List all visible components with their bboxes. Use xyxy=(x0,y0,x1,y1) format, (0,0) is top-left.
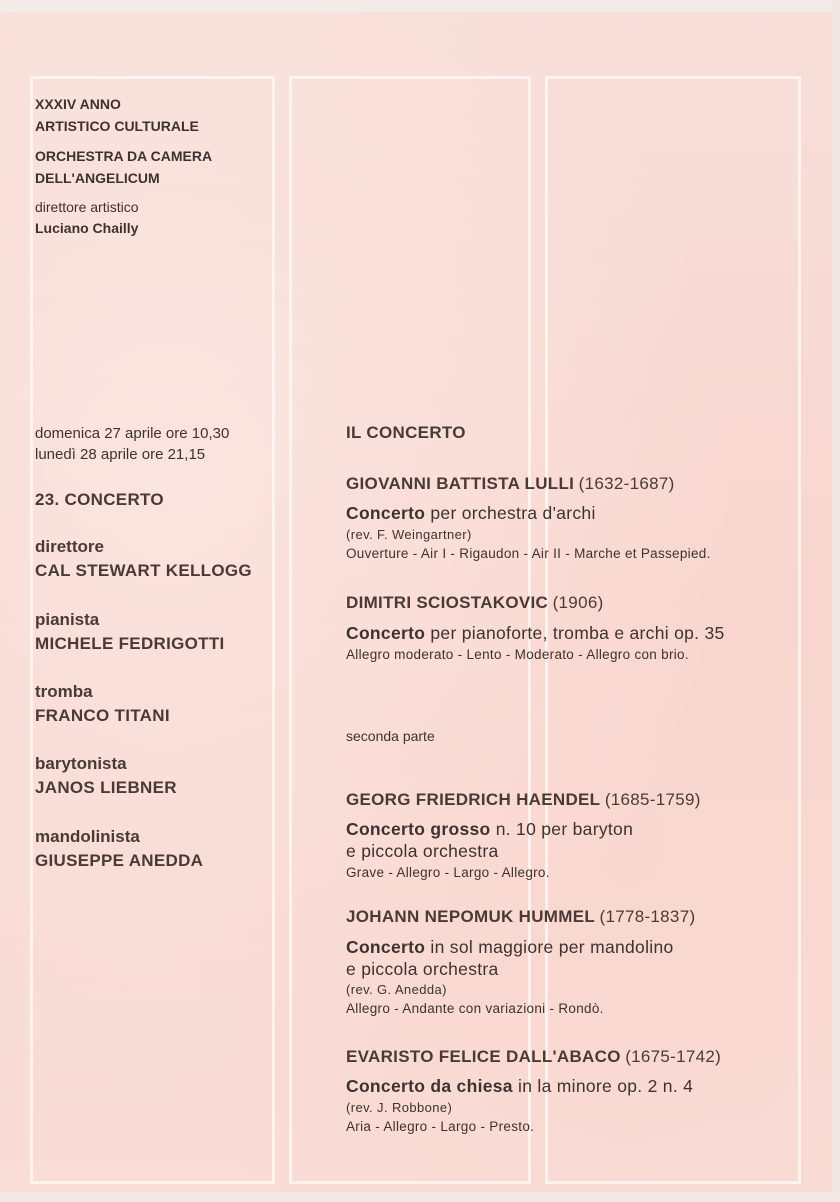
artistic-director-label: direttore artistico xyxy=(35,199,139,215)
composer-years: (1906) xyxy=(552,593,604,612)
work-revision: (rev. J. Robbone) xyxy=(346,1100,453,1115)
date-sunday: domenica 27 aprile ore 10,30 xyxy=(35,425,230,442)
piece-sciostakovic xyxy=(346,592,725,664)
composer-years: (1632-1687) xyxy=(578,474,675,493)
composer-years: (1778-1837) xyxy=(599,907,696,926)
performer-trumpet xyxy=(35,680,170,728)
paper-bottom-edge xyxy=(0,1192,840,1202)
orchestra-name-1: ORCHESTRA DA CAMERA xyxy=(35,148,213,164)
piece-haendel xyxy=(346,789,701,882)
performer-role: tromba xyxy=(35,682,93,701)
work-title: Concerto da chiesa xyxy=(346,1076,513,1096)
performer-name: GIUSEPPE ANEDDA xyxy=(35,851,204,870)
work-description: in sol maggiore per mandolino xyxy=(425,937,674,957)
composer-name: JOHANN NEPOMUK HUMMEL xyxy=(346,907,596,926)
work-movements: Grave - Allegro - Largo - Allegro. xyxy=(346,865,550,880)
performer-role: mandolinista xyxy=(35,827,140,846)
work-revision: (rev. F. Weingartner) xyxy=(346,527,472,542)
composer-name: DIMITRI SCIOSTAKOVIC xyxy=(346,593,549,612)
performer-role: barytonista xyxy=(35,754,127,773)
paper-right-edge xyxy=(832,0,840,1202)
performer-name: CAL STEWART KELLOGG xyxy=(35,561,252,580)
work-description-line2: e piccola orchestra xyxy=(346,959,499,979)
performer-name: JANOS LIEBNER xyxy=(35,778,177,797)
work-description-line2: e piccola orchestra xyxy=(346,841,499,861)
paper-top-edge xyxy=(0,0,840,12)
performer-baryton xyxy=(35,752,177,800)
work-revision: (rev. G. Anedda) xyxy=(346,982,447,997)
work-movements: Allegro moderato - Lento - Moderato - Allegro con brio. xyxy=(346,647,689,662)
work-title: Concerto xyxy=(346,503,426,523)
work-movements: Aria - Allegro - Largo - Presto. xyxy=(346,1119,535,1134)
program-title: IL CONCERTO xyxy=(346,423,466,442)
work-title: Concerto xyxy=(346,937,426,957)
work-description: per orchestra d'archi xyxy=(425,503,596,523)
composer-name: GIOVANNI BATTISTA LULLI xyxy=(346,474,575,493)
concert-number: 23. CONCERTO xyxy=(35,490,164,509)
season-subtitle: ARTISTICO CULTURALE xyxy=(35,118,199,134)
work-title: Concerto xyxy=(346,623,426,643)
performer-role: pianista xyxy=(35,610,100,629)
composer-name: GEORG FRIEDRICH HAENDEL xyxy=(346,790,601,809)
composer-name: EVARISTO FELICE DALL'ABACO xyxy=(346,1047,621,1066)
performer-pianist xyxy=(35,608,225,656)
work-movements: Ouverture - Air I - Rigaudon - Air II - Marche et Passepied. xyxy=(346,546,711,561)
work-movements: Allegro - Andante con variazioni - Rondò. xyxy=(346,1001,604,1016)
work-title: Concerto grosso xyxy=(346,819,491,839)
performer-name: MICHELE FEDRIGOTTI xyxy=(35,634,225,653)
date-monday: lunedì 28 aprile ore 21,15 xyxy=(35,446,206,463)
piece-hummel xyxy=(346,906,695,1018)
performer-mandolin xyxy=(35,825,203,873)
work-description: in la minore op. 2 n. 4 xyxy=(512,1076,694,1096)
performer-conductor xyxy=(35,535,252,583)
piece-dallabaco xyxy=(346,1046,721,1136)
piece-lulli xyxy=(346,473,711,563)
composer-years: (1685-1759) xyxy=(604,790,701,809)
performer-role: direttore xyxy=(35,537,104,556)
artistic-director-name: Luciano Chailly xyxy=(35,220,139,236)
work-description: n. 10 per baryton xyxy=(490,819,634,839)
composer-years: (1675-1742) xyxy=(625,1047,722,1066)
orchestra-name-2: DELL'ANGELICUM xyxy=(35,170,160,186)
performer-name: FRANCO TITANI xyxy=(35,706,170,725)
work-description: per pianoforte, tromba e archi op. 35 xyxy=(425,623,725,643)
second-part-label: seconda parte xyxy=(346,728,435,744)
season-line: XXXIV ANNO xyxy=(35,96,121,112)
